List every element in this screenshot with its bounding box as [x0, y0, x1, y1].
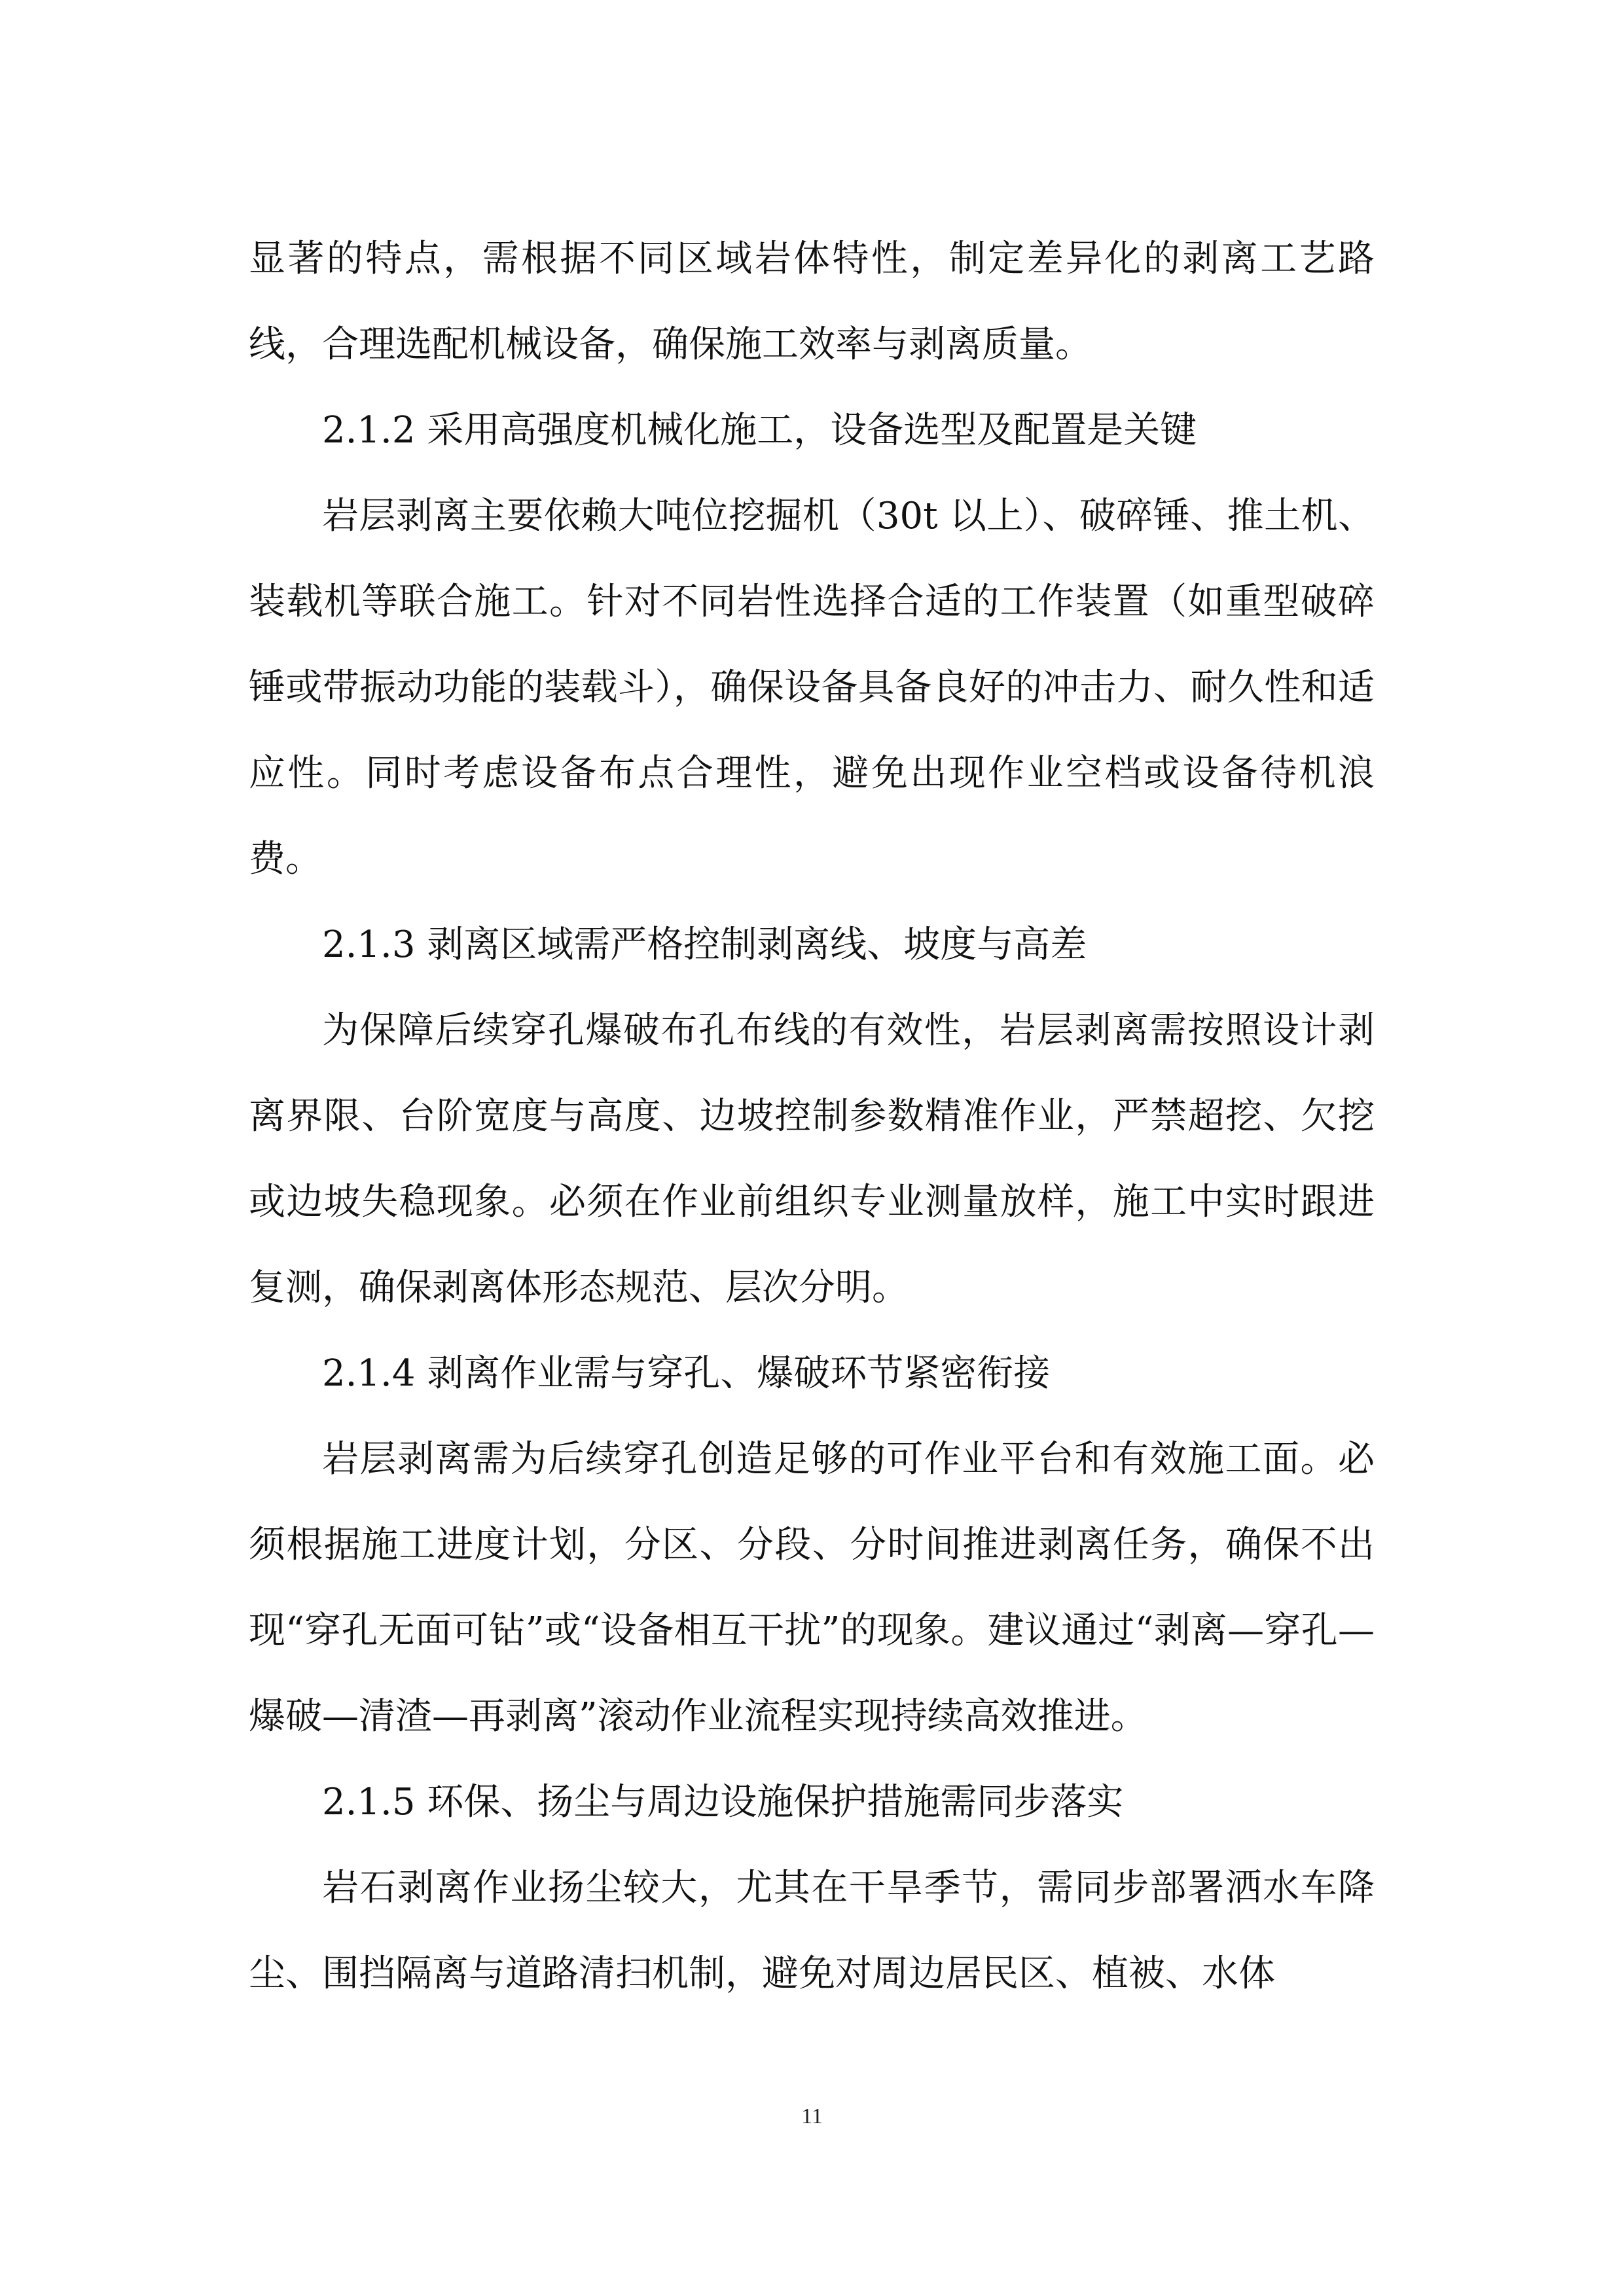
- section-heading-2-1-3: 2.1.3 剥离区域需严格控制剥离线、坡度与高差: [322, 924, 1087, 966]
- paragraph-equipment-selection: 岩层剥离主要依赖大吨位挖掘机（30t 以上）、破碎锤、推土机、装载机等联合施工。针对不同岩性选择合适的工作装置（如重型破碎锤或带振动功能的装载斗），确保设备具备良好的冲击力、耐久性和适应性。同时考虑设备布点合理性，避免出现作业空档或设备待机浪费。: [249, 495, 1375, 880]
- paragraph-stripping-control: 为保障后续穿孔爆破布孔布线的有效性，岩层剥离需按照设计剥离界限、台阶宽度与高度、边坡控制参数精准作业，严禁超挖、欠挖或边坡失稳现象。必须在作业前组织专业测量放样，施工中实时跟进复测，确保剥离体形态规范、层次分明。: [249, 1009, 1375, 1309]
- section-heading-2-1-2: 2.1.2 采用高强度机械化施工，设备选型及配置是关键: [322, 409, 1197, 452]
- paragraph-drilling-coordination: 岩层剥离需为后续穿孔创造足够的可作业平台和有效施工面。必须根据施工进度计划，分区、分段、分时间推进剥离任务，确保不出现“穿孔无面可钻”或“设备相互干扰”的现象。建议通过“剥离—穿孔—爆破—清渣—再剥离”滚动作业流程实现持续高效推进。: [249, 1438, 1375, 1738]
- paragraph-continuation: 显著的特点，需根据不同区域岩体特性，制定差异化的剥离工艺路线，合理选配机械设备，确保施工效率与剥离质量。: [249, 238, 1375, 366]
- section-heading-2-1-5: 2.1.5 环保、扬尘与周边设施保护措施需同步落实: [322, 1781, 1124, 1823]
- page-number: 11: [801, 2104, 823, 2128]
- document-body: [249, 216, 1375, 2017]
- section-heading-2-1-4: 2.1.4 剥离作业需与穿孔、爆破环节紧密衔接: [322, 1352, 1051, 1395]
- paragraph-environmental-protection: 岩石剥离作业扬尘较大，尤其在干旱季节，需同步部署洒水车降尘、围挡隔离与道路清扫机制，避免对周边居民区、植被、水体: [249, 1867, 1375, 1995]
